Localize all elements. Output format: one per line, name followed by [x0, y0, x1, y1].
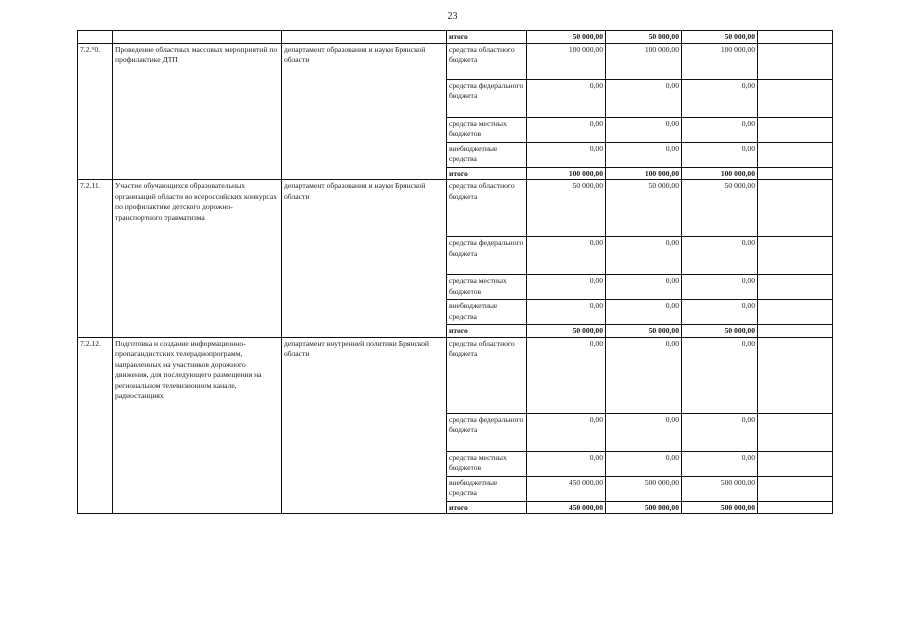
- value-year-2-cell: 0,00: [606, 142, 682, 167]
- funding-source-cell: средства федерального бюджета: [447, 413, 527, 451]
- value-year-3-cell: 0,00: [682, 142, 758, 167]
- funding-source-cell: средства федерального бюджета: [447, 79, 527, 117]
- value-year-2-cell: 0,00: [606, 413, 682, 451]
- table-row: [78, 43, 833, 79]
- measure-title-cell: Участие обучающихся образовательных организаций области во всероссийских конкурсах по профилактике детского дорожно-транспортного травматизма: [113, 180, 282, 338]
- table-row: [78, 180, 833, 237]
- value-year-1-cell: 50 000,00: [527, 31, 606, 44]
- value-year-1-cell: 0,00: [527, 300, 606, 325]
- empty-cell: [758, 167, 833, 180]
- value-year-1-cell: 50 000,00: [527, 325, 606, 338]
- measure-title-cell: Подготовка и создание информационно-пропагандистских телерадиопрограмм, направленных на участников дорожного движения, для последующего размещения на региональном телевизионном канале, радиостанциях: [113, 337, 282, 514]
- value-year-1-cell: 0,00: [527, 237, 606, 275]
- value-year-1-cell: 0,00: [527, 79, 606, 117]
- value-year-2-cell: 500 000,00: [606, 501, 682, 514]
- empty-cell: [758, 79, 833, 117]
- table-row: [78, 31, 833, 44]
- value-year-3-cell: 50 000,00: [682, 180, 758, 237]
- measure-code-cell: 7.2.°0.: [78, 43, 113, 180]
- table-row: [78, 337, 833, 413]
- funding-source-cell: внебюджетные средства: [447, 300, 527, 325]
- funding-source-cell: средства федерального бюджета: [447, 237, 527, 275]
- value-year-1-cell: 0,00: [527, 413, 606, 451]
- funding-source-cell: средства местных бюджетов: [447, 117, 527, 142]
- measure-title-cell: Проведение областных массовых мероприятий по профилактике ДТП: [113, 43, 282, 180]
- empty-cell: [758, 451, 833, 476]
- funding-source-cell: итого: [447, 501, 527, 514]
- value-year-1-cell: 100 000,00: [527, 43, 606, 79]
- empty-cell: [758, 117, 833, 142]
- value-year-1-cell: 0,00: [527, 117, 606, 142]
- value-year-1-cell: 450 000,00: [527, 501, 606, 514]
- measure-code-cell: 7.2.12.: [78, 337, 113, 514]
- empty-cell: [758, 300, 833, 325]
- value-year-3-cell: 0,00: [682, 413, 758, 451]
- value-year-2-cell: 0,00: [606, 337, 682, 413]
- value-year-1-cell: 50 000,00: [527, 180, 606, 237]
- page-number: 23: [447, 11, 458, 22]
- funding-source-cell: итого: [447, 31, 527, 44]
- measure-code-cell: 7.2.11.: [78, 180, 113, 338]
- executor-cell: департамент внутренней политики Брянской области: [282, 337, 447, 514]
- value-year-3-cell: 100 000,00: [682, 167, 758, 180]
- funding-source-cell: внебюджетные средства: [447, 142, 527, 167]
- empty-cell: [758, 237, 833, 275]
- value-year-2-cell: 50 000,00: [606, 31, 682, 44]
- funding-source-cell: средства местных бюджетов: [447, 451, 527, 476]
- funding-source-cell: итого: [447, 325, 527, 338]
- funding-source-cell: средства областного бюджета: [447, 337, 527, 413]
- value-year-3-cell: 0,00: [682, 79, 758, 117]
- value-year-1-cell: 450 000,00: [527, 476, 606, 501]
- funding-source-cell: средства областного бюджета: [447, 180, 527, 237]
- empty-cell: [758, 43, 833, 79]
- empty-cell: [758, 180, 833, 237]
- value-year-3-cell: 50 000,00: [682, 31, 758, 44]
- value-year-1-cell: 100 000,00: [527, 167, 606, 180]
- funding-source-cell: итого: [447, 167, 527, 180]
- empty-cell: [758, 142, 833, 167]
- value-year-2-cell: 100 000,00: [606, 167, 682, 180]
- value-year-2-cell: 50 000,00: [606, 180, 682, 237]
- value-year-2-cell: 0,00: [606, 117, 682, 142]
- value-year-2-cell: 0,00: [606, 300, 682, 325]
- value-year-2-cell: 500 000,00: [606, 476, 682, 501]
- empty-cell: [758, 337, 833, 413]
- value-year-3-cell: 0,00: [682, 237, 758, 275]
- empty-cell: [113, 31, 282, 44]
- funding-source-cell: средства местных бюджетов: [447, 275, 527, 300]
- value-year-3-cell: 0,00: [682, 451, 758, 476]
- empty-cell: [282, 31, 447, 44]
- value-year-3-cell: 100 000,00: [682, 43, 758, 79]
- value-year-2-cell: 0,00: [606, 237, 682, 275]
- value-year-2-cell: 50 000,00: [606, 325, 682, 338]
- funding-source-cell: средства областного бюджета: [447, 43, 527, 79]
- value-year-3-cell: 50 000,00: [682, 325, 758, 338]
- empty-cell: [78, 31, 113, 44]
- executor-cell: департамент образования и науки Брянской области: [282, 180, 447, 338]
- value-year-3-cell: 500 000,00: [682, 476, 758, 501]
- value-year-1-cell: 0,00: [527, 275, 606, 300]
- value-year-2-cell: 0,00: [606, 275, 682, 300]
- value-year-3-cell: 500 000,00: [682, 501, 758, 514]
- executor-cell: департамент образования и науки Брянской области: [282, 43, 447, 180]
- table-body: [78, 31, 833, 514]
- value-year-1-cell: 0,00: [527, 451, 606, 476]
- value-year-2-cell: 0,00: [606, 451, 682, 476]
- value-year-3-cell: 0,00: [682, 275, 758, 300]
- budget-table: [77, 30, 833, 514]
- empty-cell: [758, 31, 833, 44]
- empty-cell: [758, 501, 833, 514]
- value-year-2-cell: 0,00: [606, 79, 682, 117]
- value-year-3-cell: 0,00: [682, 117, 758, 142]
- value-year-1-cell: 0,00: [527, 142, 606, 167]
- value-year-1-cell: 0,00: [527, 337, 606, 413]
- value-year-3-cell: 0,00: [682, 337, 758, 413]
- empty-cell: [758, 413, 833, 451]
- empty-cell: [758, 275, 833, 300]
- value-year-2-cell: 100 000,00: [606, 43, 682, 79]
- funding-source-cell: внебюджетные средства: [447, 476, 527, 501]
- empty-cell: [758, 325, 833, 338]
- value-year-3-cell: 0,00: [682, 300, 758, 325]
- empty-cell: [758, 476, 833, 501]
